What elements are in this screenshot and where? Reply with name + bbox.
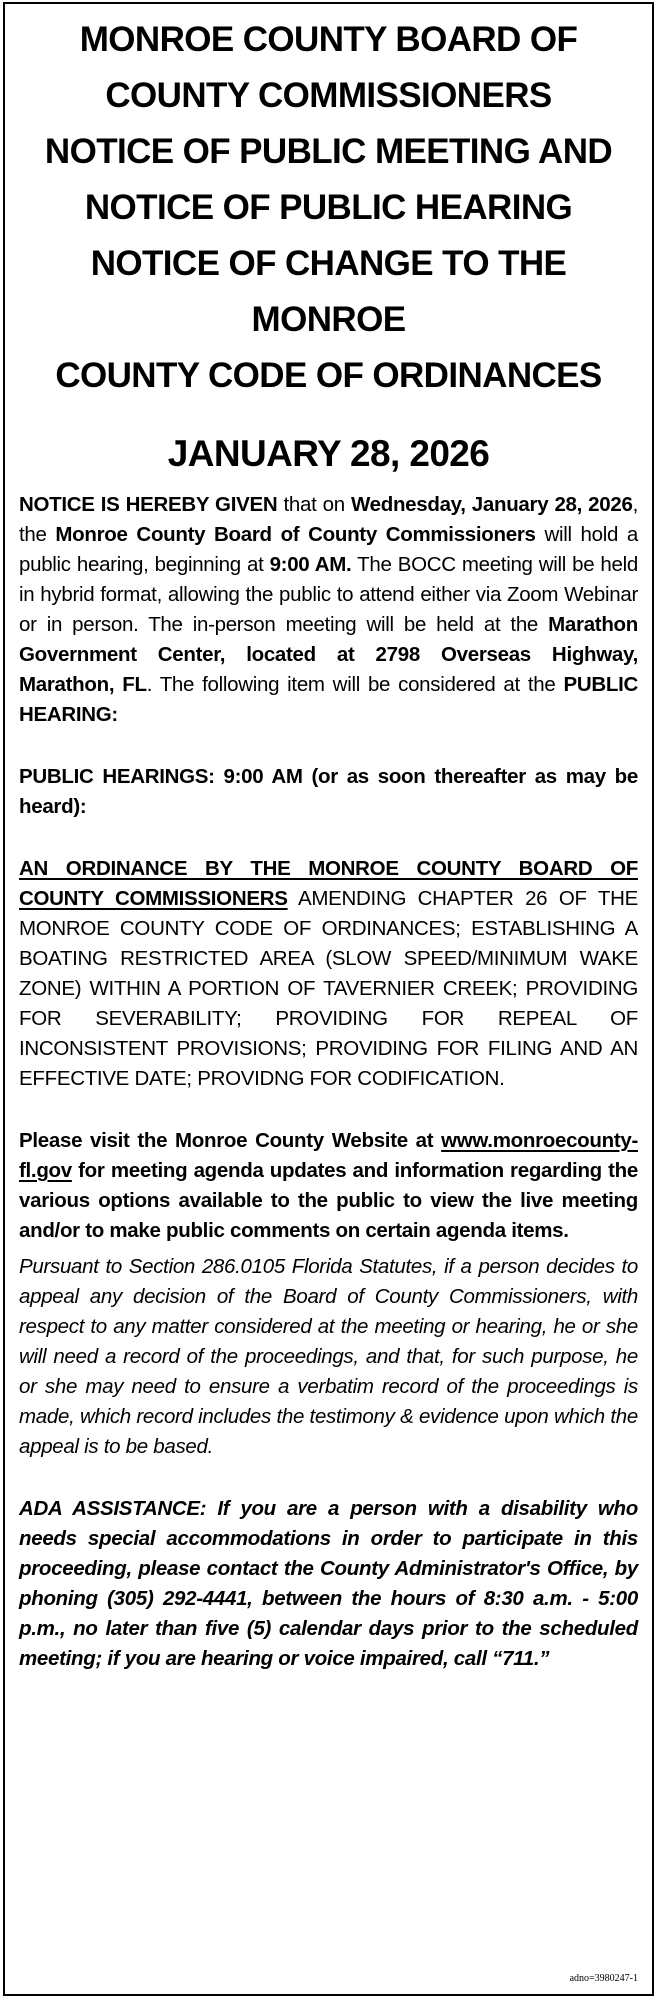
meeting-date: JANUARY 28, 2026 xyxy=(167,433,490,474)
intro-bold: Marathon Government Center, located at 2798 Overseas Highway, Marathon, FL xyxy=(19,613,638,696)
hearings-heading xyxy=(19,762,638,822)
intro-bold: Monroe County Board of County Commissioners xyxy=(55,523,536,546)
hearings-heading-text: PUBLIC HEARINGS: 9:00 AM (or as soon thereafter as may be heard): xyxy=(19,765,638,818)
notice-title xyxy=(19,12,638,404)
ordinance-body: AMENDING CHAPTER 26 OF THE MONROE COUNTY CODE OF ORDINANCES; ESTABLISHING A BOATING RESTRICTED AREA (SLOW SPEED/MINIMUM WAKE ZONE) WITHIN A PORTION OF TAVERNIER CREEK; PROVIDING FOR SEVERABILITY; PROVIDING FOR REPEAL OF INCONSISTENT PROVISIONS; PROVIDING FOR FILING AND AN EFFECTIVE DATE; PROVIDNG FOR CODIFICATION. xyxy=(19,887,638,1090)
intro-text: will hold a public hearing, beginning at xyxy=(19,523,638,576)
intro-text: that on xyxy=(277,493,351,516)
title-line: NOTICE OF CHANGE TO THE MONROE xyxy=(90,244,567,339)
intro-bold: PUBLIC HEARING: xyxy=(19,673,638,726)
title-line: NOTICE OF PUBLIC MEETING AND xyxy=(44,132,613,171)
notice-frame xyxy=(3,2,654,1996)
notice-body xyxy=(19,12,638,1674)
ordinance-paragraph xyxy=(19,854,638,1094)
ada-paragraph: ADA ASSISTANCE: If you are a person with a disability who needs special accommodations in order to participate in this proceeding, please contact the County Administrator's Office, by phoning (305) 292-4441, between the hours of 8:30 a.m. - 5:00 p.m., no later than five (5) calendar days prior to the scheduled meeting; if you are hearing or voice impaired, call “711.” xyxy=(19,1497,638,1670)
website-post: for meeting agenda updates and information regarding the various options available to the public to view the live meeting and/or to make public comments on certain agenda items. xyxy=(19,1159,638,1242)
intro-bold: Wednesday, January 28, 2026 xyxy=(350,493,633,516)
ad-number: adno=3980247-1 xyxy=(569,1973,638,1984)
title-line: COUNTY COMMISSIONERS xyxy=(105,76,552,115)
website-paragraph xyxy=(19,1126,638,1246)
website-link[interactable]: www.monroecounty-fl.gov xyxy=(19,1129,638,1182)
intro-paragraph xyxy=(19,490,638,730)
intro-bold: 9:00 AM. xyxy=(269,553,352,576)
intro-bold: NOTICE IS HEREBY GIVEN xyxy=(19,493,278,516)
title-line: COUNTY CODE OF ORDINANCES xyxy=(55,356,602,395)
title-line: MONROE COUNTY BOARD OF xyxy=(79,20,578,59)
intro-text: . The following item will be considered at the xyxy=(146,673,564,696)
appeal-paragraph: Pursuant to Section 286.0105 Florida Statutes, if a person decides to appeal any decision of the Board of County Commissioners, with respect to any matter considered at the meeting or hearing, he or she will need a record of the proceedings, and that, for such purpose, he or she may need to ensure a verbatim record of the proceedings is made, which record includes the testimony & evidence upon which the appeal is to be based. xyxy=(19,1255,638,1458)
title-line: NOTICE OF PUBLIC HEARING xyxy=(84,188,573,227)
intro-text: , the xyxy=(19,493,638,546)
website-pre: Please visit the Monroe County Website at xyxy=(19,1129,442,1152)
intro-text: The BOCC meeting will be held in hybrid format, allowing the public to attend either via Zoom Webinar or in person. The in-person meeting will be held at the xyxy=(19,553,638,636)
ordinance-heading: AN ORDINANCE BY THE MONROE COUNTY BOARD OF COUNTY COMMISSIONERS xyxy=(19,857,638,910)
